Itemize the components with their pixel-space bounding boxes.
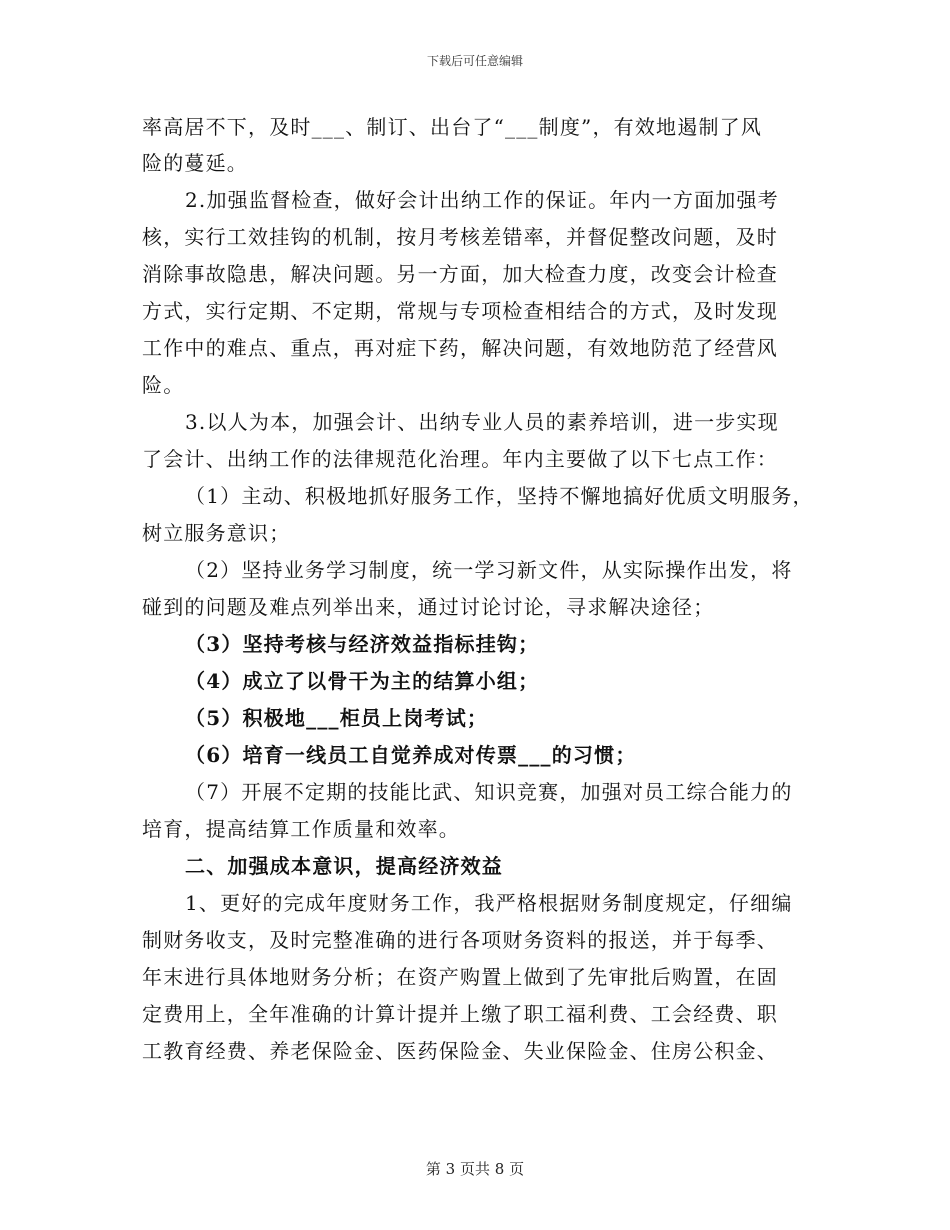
list-item: （2）坚持业务学习制度，统一学习新文件，从实际操作出发，将 xyxy=(185,558,793,582)
paragraph-line: 方式，实行定期、不定期，常规与专项检查相结合的方式，及时发现 xyxy=(142,299,778,323)
paragraph-line: 险。 xyxy=(142,373,185,397)
paragraph-line: 了会计、出纳工作的法律规范化治理。年内主要做了以下七点工作： xyxy=(142,447,778,471)
section-heading: 二、加强成本意识，提高经济效益 xyxy=(185,854,503,878)
paragraph-line: 年末进行具体地财务分析；在资产购置上做到了先审批后购置，在固 xyxy=(142,965,778,989)
list-item: （3）坚持考核与经济效益指标挂钩； xyxy=(185,632,540,656)
paragraph-line: 率高居不下，及时___、制订、出台了“___制度”，有效地遏制了风 xyxy=(142,115,763,139)
paragraph-line: 工教育经费、养老保险金、医药保险金、失业保险金、住房公积金、 xyxy=(142,1039,778,1063)
paragraph-line: 消除事故隐患，解决问题。另一方面，加大检查力度，改变会计检查 xyxy=(142,262,778,286)
list-item: （5）积极地___柜员上岗考试； xyxy=(185,706,489,730)
page-header: 下载后可任意编辑 xyxy=(426,54,523,68)
paragraph-line: 1、更好的完成年度财务工作，我严格根据财务制度规定，仔细编 xyxy=(185,891,793,915)
paragraph-line: 核，实行工效挂钩的机制，按月考核差错率，并督促整改问题，及时 xyxy=(142,225,778,249)
paragraph-line: 制财务收支，及时完整准确的进行各项财务资料的报送，并于每季、 xyxy=(142,928,778,952)
list-item: （7）开展不定期的技能比武、知识竞赛，加强对员工综合能力的 xyxy=(185,780,793,804)
list-item: （6）培育一线员工自觉养成对传票___的习惯； xyxy=(185,743,637,767)
paragraph-line: 定费用上，全年准确的计算计提并上缴了职工福利费、工会经费、职 xyxy=(142,1002,778,1026)
paragraph-line: 培育，提高结算工作质量和效率。 xyxy=(142,817,460,841)
paragraph-line: 树立服务意识； xyxy=(142,521,291,545)
paragraph-line: 险的蔓延。 xyxy=(142,151,248,175)
page-footer: 第 3 页共 8 页 xyxy=(425,1160,525,1178)
paragraph-line: 碰到的问题及难点列举出来，通过讨论讨论，寻求解决途径； xyxy=(142,595,715,619)
list-item: （1）主动、积极地抓好服务工作，坚持不懈地搞好优质文明服务， xyxy=(185,484,814,508)
paragraph-line: 工作中的难点、重点，再对症下药，解决问题，有效地防范了经营风 xyxy=(142,336,778,360)
paragraph-line: 2.加强监督检查，做好会计出纳工作的保证。年内一方面加强考 xyxy=(185,188,779,212)
paragraph-line: 3.以人为本，加强会计、出纳专业人员的素养培训，进一步实现 xyxy=(185,410,779,434)
list-item: （4）成立了以骨干为主的结算小组； xyxy=(185,669,540,693)
